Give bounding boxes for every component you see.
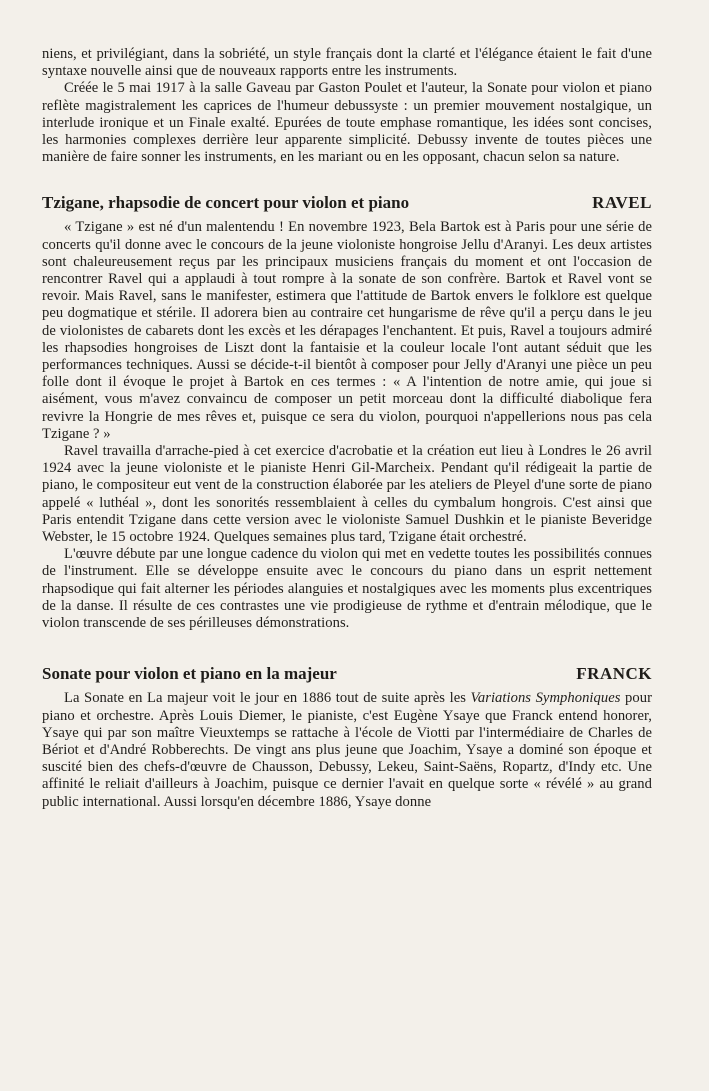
paragraph: niens, et privilégiant, dans la sobriété, un style français dont la clarté et l'élégance étaient le fait d'une syntaxe nouvelle ainsi que de nouveaux rapports entre les instruments. <box>42 46 652 80</box>
paragraph-text: pour piano et orchestre. Après Louis Diemer, le pianiste, c'est Eugène Ysaye que Franck entend honorer, Ysaye qui par son maître Vieuxtemps se rattache à l'école de Viotti par l'intermédiaire de Charles de Bériot et d'André Robberechts. De vingt ans plus jeune que Joachim, Ysaye a dominé son époque et suscité bien des chefs-d'œuvre de Chausson, Debussy, Lekeu, Saint-Saëns, Ropartz, d'Indy etc. Une affinité le reliait d'ailleurs à Joachim, puisque ce dernier l'avait en quelque sorte « révélé » au grand public international. Aussi lorsqu'en décembre 1886, Ysaye donne <box>42 690 652 810</box>
composer-name: FRANCK <box>576 664 652 684</box>
document-page <box>42 46 652 811</box>
section-heading-franck <box>42 664 652 684</box>
paragraph: « Tzigane » est né d'un malentendu ! En novembre 1923, Bela Bartok est à Paris pour une série de concerts qu'il donne avec le concours de la jeune violoniste hongroise Jellu d'Aranyi. Les deux artistes sont chaleureusement reçus par les principaux musiciens français du moment et ont l'occasion de rencontrer Ravel qui a applaudi à tout rompre à la sonate de son confrère. Bartok et Ravel vont se revoir. Mais Ravel, sans le manifester, estimera que l'attitude de Bartok envers le folklore est quelque peu dogmatique et stérile. Il adorera bien au contraire cet hungarisme de rêve qu'il a perçu dans le jeu de violonistes de cabarets dont les excès et les dérapages l'enchantent. Et puis, Ravel a toujours admiré les rhapsodies hongroises de Liszt dont la fantaisie et la couleur locale l'ont autant séduit que les performances techniques. Aussi se décide-t-il bientôt à composer pour Jelly d'Aranyi une pièce un peu folle dont il évoque le projet à Bartok en ces termes : « A l'intention de notre amie, qui joue si aisément, vous m'avez convaincu de composer un petit morceau dont la difficulté diabolique fera revivre la Hongrie de mes rêves et, puisque ce sera du violon, pourquoi n'appellerions nous pas cela Tzigane ? » <box>42 219 652 442</box>
paragraph <box>42 690 652 810</box>
section-title: Tzigane, rhapsodie de concert pour violon et piano <box>42 193 410 213</box>
section-debussy-end <box>42 46 652 166</box>
paragraph: Ravel travailla d'arrache-pied à cet exercice d'acrobatie et la création eut lieu à Londres le 26 avril 1924 avec la jeune violoniste et le pianiste Henri Gil-Marcheix. Pendant qu'il rédigeait la partie de piano, le compositeur eut vent de la construction élaborée par les ateliers de Pleyel d'une sorte de piano appelé « luthéal », dont les sonorités ressemblaient à celles du cymbalum hongrois. C'est ainsi que Paris entendit Tzigane dans cette version avec le violoniste Samuel Dushkin et le pianiste Beveridge Webster, le 15 octobre 1924. Quelques semaines plus tard, Tzigane était orchestré. <box>42 443 652 546</box>
composer-name: RAVEL <box>592 193 652 213</box>
section-title: Sonate pour violon et piano en la majeur <box>42 664 337 684</box>
section-franck-body <box>42 690 652 810</box>
paragraph: Créée le 5 mai 1917 à la salle Gaveau par Gaston Poulet et l'auteur, la Sonate pour violon et piano reflète magistralement les caprices de l'humeur debussyste : un premier mouvement nostalgique, un interlude ironique et un Finale exalté. Epurées de toute emphase romantique, les idées sont concises, les harmonies complexes derrière leur apparente simplicité. Debussy invente de toutes pièces une manière de faire sonner les instruments, en les mariant ou en les opposant, chacun selon sa nature. <box>42 80 652 166</box>
section-heading-ravel <box>42 193 652 213</box>
paragraph-text: La Sonate en La majeur voit le jour en 1886 tout de suite après les <box>64 690 471 707</box>
section-ravel-body <box>42 219 652 632</box>
work-title-italic: Variations Symphoniques <box>470 690 621 707</box>
paragraph: L'œuvre débute par une longue cadence du violon qui met en vedette toutes les possibilités connues de l'instrument. Elle se développe ensuite avec le concours du piano dans un esprit nettement rhapsodique qui fait alterner les périodes alanguies et nostalgiques avec les moments plus excentriques de la danse. Il résulte de ces contrastes une vie prodigieuse de rythme et d'entrain mélodique, que le violon transcende de ses périlleuses démonstrations. <box>42 546 652 632</box>
